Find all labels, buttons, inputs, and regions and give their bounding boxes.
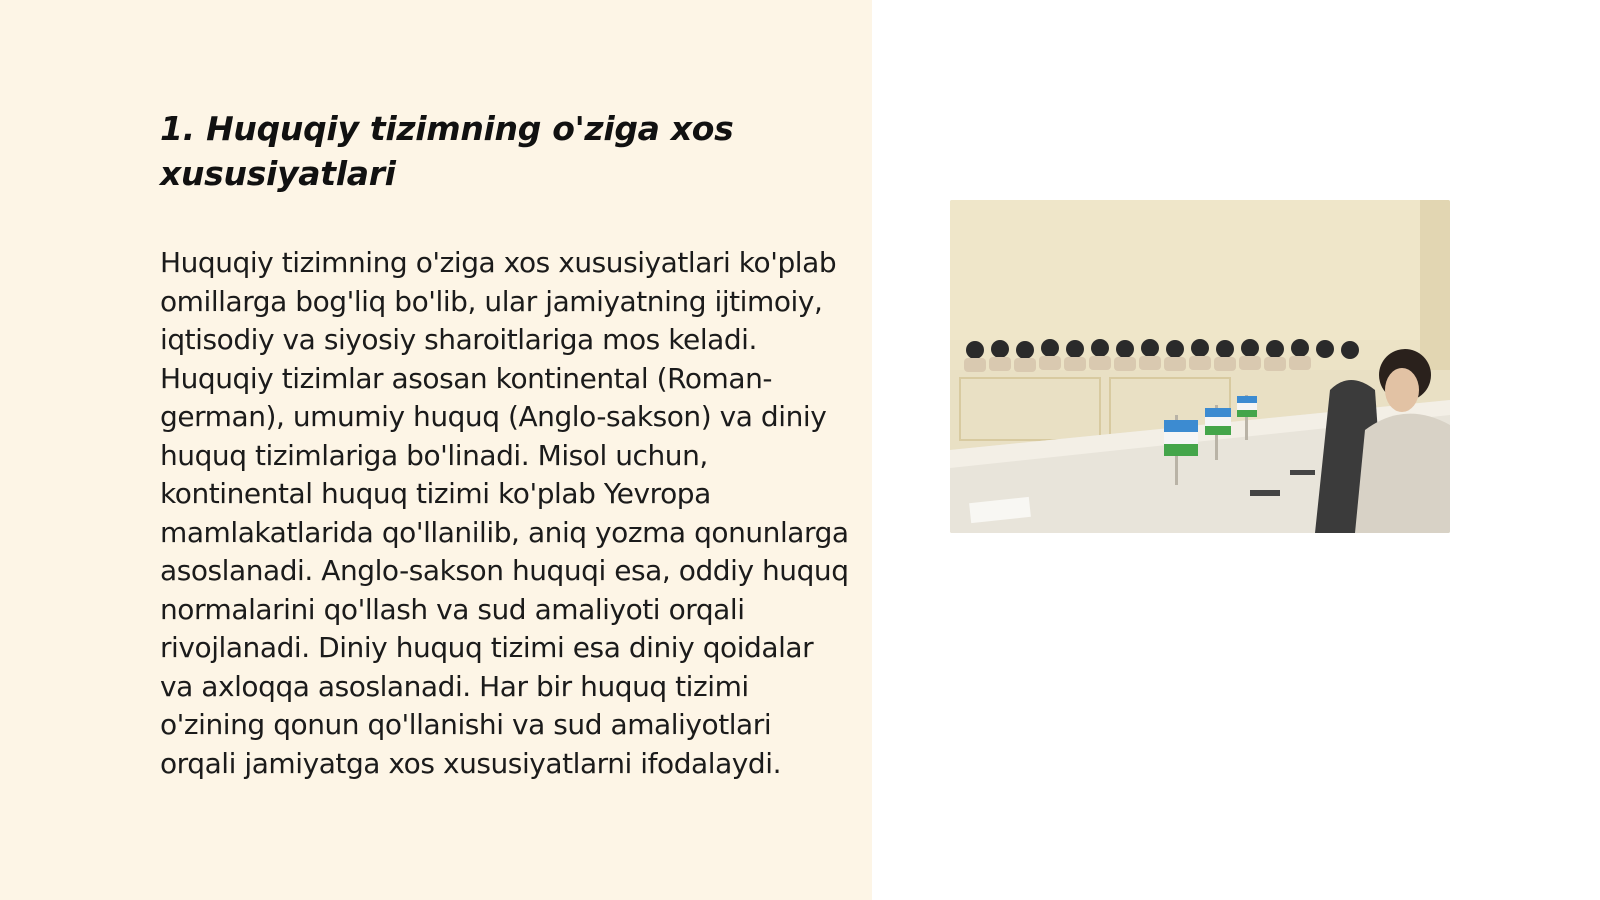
slide-title: 1. Huquqiy tizimning o'ziga xos xususiyatlari: [160, 109, 734, 193]
slide-body-text: Huquqiy tizimning o'ziga xos xususiyatlari ko'plab omillarga bog'liq bo'lib, ular jamiyatning ijtimoiy, iqtisodiy va siyosiy sharoitlariga mos keladi. Huquqiy tizimlar asosan kontinental (Roman-german), umumiy huquq (Anglo-sakson) va diniy huquq tizimlariga bo'linadi. Misol uchun, kontinental huquq tizimi ko'plab Yevropa mamlakatlarida qo'llanilib, aniq yozma qonunlarga asoslanadi. Anglo-sakson huquqi esa, oddiy huquq normalarini qo'llash va sud amaliyoti orqali rivojlanadi. Diniy huquq tizimi esa diniy qoidalar va axloqqa asoslanadi. Har bir huquq tizimi o'zining qonun qo'llanishi va sud amaliyotlari orqali jamiyatga xos xususiyatlarni ifodalaydi.: [160, 246, 849, 780]
meeting-room-image: [950, 200, 1450, 533]
meeting-photo: [950, 200, 1450, 533]
